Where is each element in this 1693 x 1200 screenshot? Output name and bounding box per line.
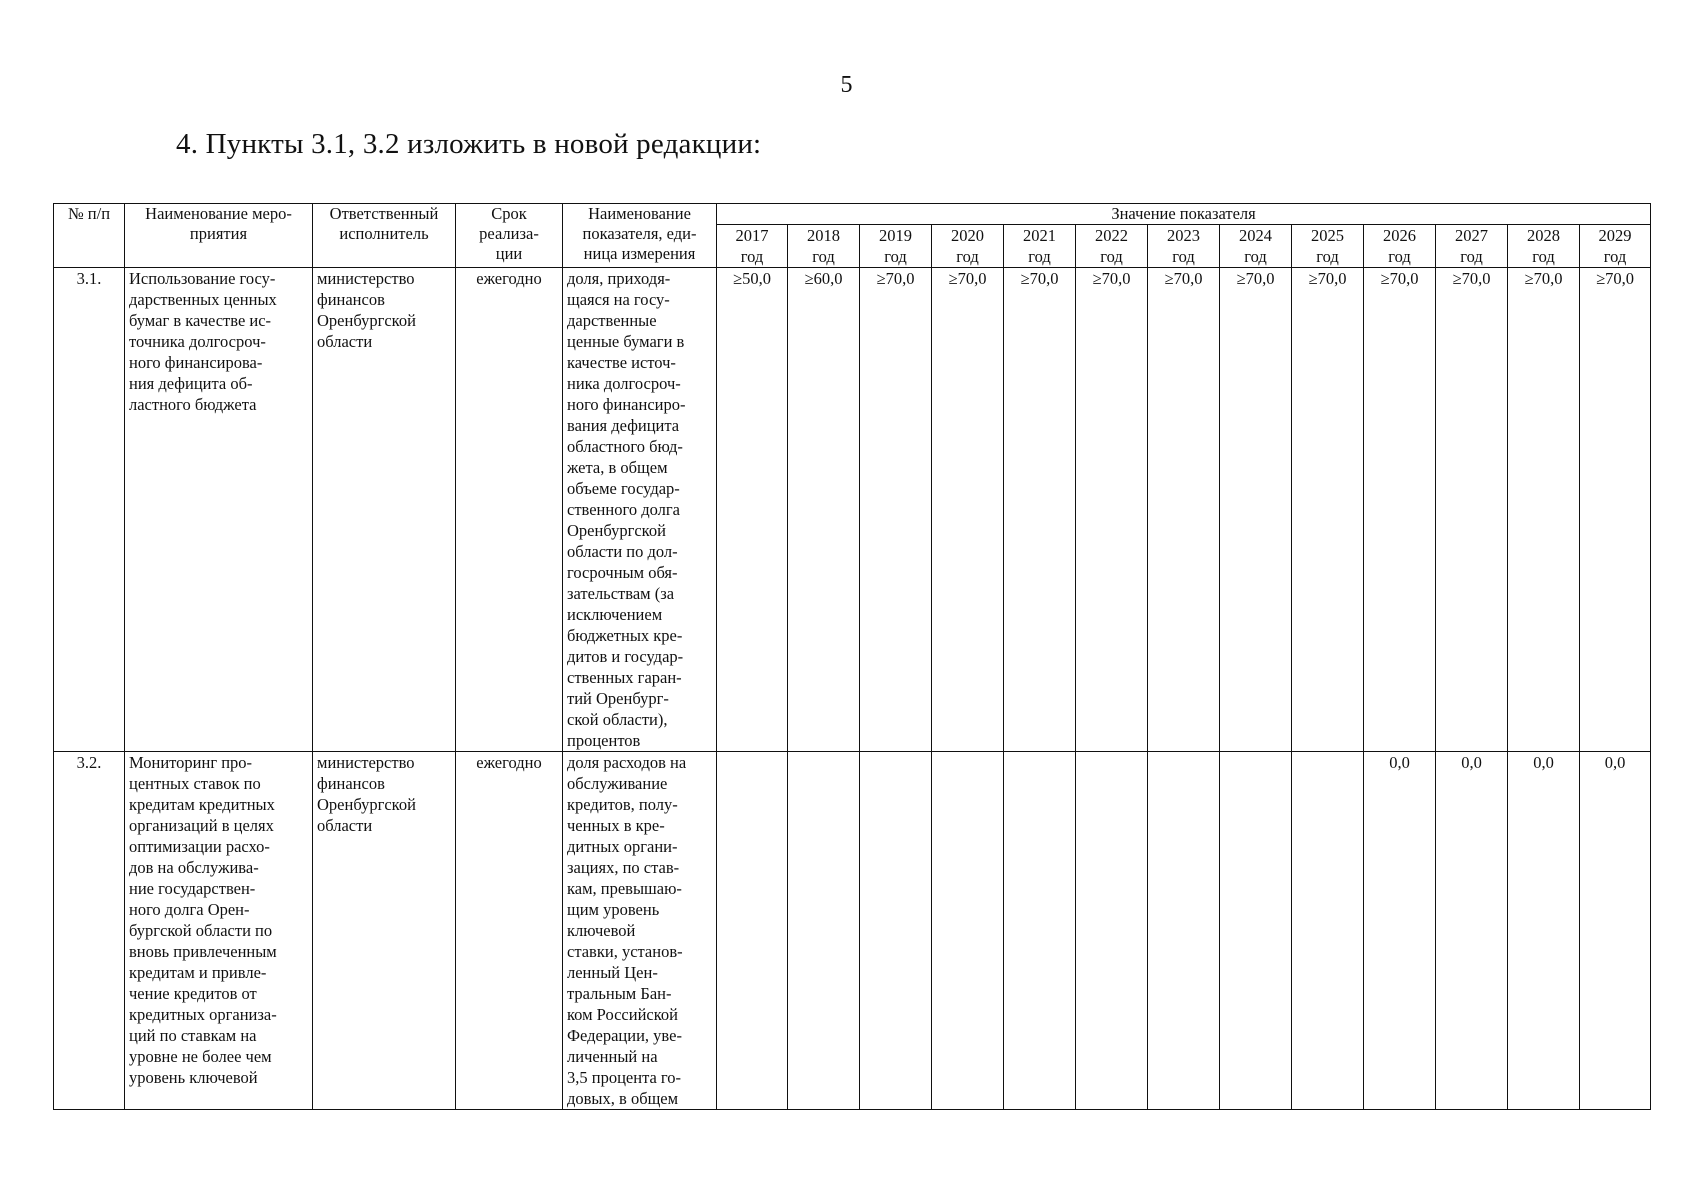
text-line: жета, в общем	[567, 458, 668, 477]
text-line: ставки, установ-	[567, 942, 683, 961]
header-name	[125, 204, 313, 268]
text-line: 2029	[1598, 226, 1632, 245]
text-line: кредитам и привле-	[129, 963, 267, 982]
text-line: Оренбургской	[317, 795, 416, 814]
text-line: 2019	[879, 226, 912, 245]
text-line: чение кредитов от	[129, 984, 257, 1003]
text-line: вновь привлеченным	[129, 942, 277, 961]
text-line: Оренбургской	[317, 311, 416, 330]
text-line: ций по ставкам на	[129, 1026, 257, 1045]
header-year-2020	[932, 225, 1004, 268]
value-cell-2029: ≥70,0	[1580, 268, 1651, 752]
text-line: тий Оренбург-	[567, 689, 669, 708]
text-line: год	[1244, 247, 1267, 266]
text-line: процентов	[567, 731, 641, 750]
measure-name-cell	[125, 752, 313, 1110]
text-line: кам, превышаю-	[567, 879, 682, 898]
text-line: ного финансирова-	[129, 353, 263, 372]
header-year-2026	[1364, 225, 1436, 268]
text-line: дитных органи-	[567, 837, 678, 856]
value-cell-2027: 0,0	[1436, 752, 1508, 1110]
text-line: год	[1603, 247, 1627, 266]
value-cell-2028: ≥70,0	[1508, 268, 1580, 752]
text-line: показателя, еди-	[582, 224, 697, 243]
text-line: качестве источ-	[567, 353, 676, 372]
value-cell-2024	[1220, 752, 1292, 1110]
text-line: оптимизации расхо-	[129, 837, 270, 856]
text-line: исключением	[567, 605, 663, 624]
text-line: год	[1172, 247, 1195, 266]
text-line: щим уровень	[567, 900, 660, 919]
text-line: год	[740, 247, 764, 266]
value-cell-2021: ≥70,0	[1004, 268, 1076, 752]
text-line: ластного бюджета	[129, 395, 257, 414]
text-line: Срок	[491, 204, 527, 223]
text-line: 2024	[1239, 226, 1272, 245]
text-line: 3,5 процента го-	[567, 1068, 682, 1087]
header-year-2021	[1004, 225, 1076, 268]
header-year-2023	[1148, 225, 1220, 268]
text-line: доля, приходя-	[567, 269, 671, 288]
text-line: год	[956, 247, 979, 266]
text-line: ния дефицита об-	[129, 374, 253, 393]
header-year-2028	[1508, 225, 1580, 268]
text-line: ключевой	[567, 921, 636, 940]
table-row	[54, 268, 1651, 752]
text-line: Использование госу-	[129, 269, 276, 288]
header-year-2025	[1292, 225, 1364, 268]
text-line: министерство	[317, 269, 415, 288]
value-cell-2018: ≥60,0	[788, 268, 860, 752]
text-line: финансов	[317, 774, 385, 793]
text-line: исполнитель	[339, 224, 429, 243]
header-num	[54, 204, 125, 268]
indicator-name-cell	[563, 752, 717, 1110]
heading: 4. Пункты 3.1, 3.2 изложить в новой редакции:	[176, 128, 762, 160]
value-cell-2026: ≥70,0	[1364, 268, 1436, 752]
text-line: ком Российской	[567, 1005, 678, 1024]
text-line: год	[1388, 247, 1411, 266]
term-cell: ежегодно	[456, 752, 563, 1110]
text-line: № п/п	[67, 204, 111, 223]
text-line: кредитов, полу-	[567, 795, 678, 814]
value-cell-2026: 0,0	[1364, 752, 1436, 1110]
text-line: ленный Цен-	[567, 963, 658, 982]
table-body	[54, 268, 1651, 1110]
text-line: ние государствен-	[129, 879, 256, 898]
text-line: зательствам (за	[567, 584, 675, 603]
text-line: личенный на	[567, 1047, 658, 1066]
text-line: уровень ключевой	[129, 1068, 258, 1087]
value-cell-2027: ≥70,0	[1436, 268, 1508, 752]
text-line: 2025	[1311, 226, 1344, 245]
text-line: 2027	[1455, 226, 1488, 245]
text-line: дитов и государ-	[567, 647, 684, 666]
header-year-2027	[1436, 225, 1508, 268]
text-line: точника долгосроч-	[129, 332, 266, 351]
executor-cell	[313, 752, 456, 1110]
text-line: год	[1532, 247, 1555, 266]
header-indicator	[563, 204, 717, 268]
value-cell-2023	[1148, 752, 1220, 1110]
text-line: дарственных ценных	[129, 290, 277, 309]
text-line: области	[317, 816, 373, 835]
value-cell-2018	[788, 752, 860, 1110]
text-line: ница измерения	[583, 244, 696, 263]
text-line: год	[812, 247, 835, 266]
text-line: кредитам кредитных	[129, 795, 275, 814]
header-year-2022	[1076, 225, 1148, 268]
text-line: приятия	[189, 224, 248, 243]
value-cell-2022: ≥70,0	[1076, 268, 1148, 752]
value-cell-2020: ≥70,0	[932, 268, 1004, 752]
text-line: Наименование меро-	[145, 204, 292, 223]
text-line: ного долга Орен-	[129, 900, 250, 919]
text-line: финансов	[317, 290, 385, 309]
text-line: год	[1460, 247, 1483, 266]
text-line: 2021	[1023, 226, 1056, 245]
text-line: министерство	[317, 753, 415, 772]
value-cell-2017: ≥50,0	[717, 268, 788, 752]
text-line: областного бюд-	[567, 437, 683, 456]
text-line: области по дол-	[567, 542, 678, 561]
text-line: ценные бумаги в	[567, 332, 685, 351]
text-line: области	[317, 332, 373, 351]
header-year-2029	[1580, 225, 1651, 268]
row-number-cell: 3.2.	[54, 752, 125, 1110]
term-cell: ежегодно	[456, 268, 563, 752]
text-line: тральным Бан-	[567, 984, 672, 1003]
text-line: обслуживание	[567, 774, 668, 793]
header-year-2019	[860, 225, 932, 268]
text-line: доля расходов на	[567, 753, 687, 772]
text-line: Наименование	[588, 204, 691, 223]
text-line: 2018	[807, 226, 840, 245]
text-line: довых, в общем	[567, 1089, 679, 1108]
text-line: бургской области по	[129, 921, 273, 940]
header-executor	[313, 204, 456, 268]
header-values-group: Значение показателя	[717, 204, 1651, 225]
value-cell-2029: 0,0	[1580, 752, 1651, 1110]
table-row	[54, 752, 1651, 1110]
text-line: ченных в кре-	[567, 816, 665, 835]
text-line: ного финансиро-	[567, 395, 686, 414]
text-line: дов на обслужива-	[129, 858, 259, 877]
text-line: ственного долга	[567, 500, 680, 519]
indicator-name-cell	[563, 268, 717, 752]
text-line: кредитных организа-	[129, 1005, 277, 1024]
text-line: год	[1100, 247, 1123, 266]
text-line: дарственные	[567, 311, 657, 330]
text-line: 2020	[951, 226, 984, 245]
text-line: зациях, по став-	[567, 858, 680, 877]
value-cell-2025: ≥70,0	[1292, 268, 1364, 752]
value-cell-2020	[932, 752, 1004, 1110]
value-cell-2021	[1004, 752, 1076, 1110]
header-term	[456, 204, 563, 268]
header-row-1	[54, 204, 1651, 225]
text-line: Оренбургской	[567, 521, 666, 540]
page-number: 5	[840, 72, 853, 98]
text-line: ции	[495, 244, 523, 263]
text-line: ской области),	[567, 710, 668, 729]
text-line: госрочным обя-	[567, 563, 678, 582]
text-line: Федерации, уве-	[567, 1026, 682, 1045]
text-line: Ответственный	[329, 204, 439, 223]
header-year-2018	[788, 225, 860, 268]
indicator-table	[53, 203, 1651, 1110]
text-line: 2026	[1383, 226, 1416, 245]
text-line: год	[884, 247, 907, 266]
text-line: 2022	[1095, 226, 1128, 245]
header-year-2017	[717, 225, 788, 268]
text-line: Мониторинг про-	[129, 753, 253, 772]
value-cell-2025	[1292, 752, 1364, 1110]
value-cell-2028: 0,0	[1508, 752, 1580, 1110]
text-line: щаяся на госу-	[567, 290, 670, 309]
text-line: 2017	[735, 226, 769, 245]
text-line: центных ставок по	[129, 774, 261, 793]
text-line: ственных гаран-	[567, 668, 682, 687]
text-line: реализа-	[479, 224, 539, 243]
row-number-cell: 3.1.	[54, 268, 125, 752]
text-line: год	[1028, 247, 1051, 266]
header-year-2024	[1220, 225, 1292, 268]
value-cell-2023: ≥70,0	[1148, 268, 1220, 752]
measure-name-cell	[125, 268, 313, 752]
value-cell-2024: ≥70,0	[1220, 268, 1292, 752]
text-line: уровне не более чем	[129, 1047, 272, 1066]
text-line: ника долгосроч-	[567, 374, 681, 393]
text-line: 2028	[1527, 226, 1560, 245]
executor-cell	[313, 268, 456, 752]
text-line: 2023	[1167, 226, 1200, 245]
value-cell-2017	[717, 752, 788, 1110]
text-line: организаций в целях	[129, 816, 274, 835]
text-line: бумаг в качестве ис-	[129, 311, 272, 330]
value-cell-2019	[860, 752, 932, 1110]
text-line: год	[1316, 247, 1339, 266]
text-line: бюджетных кре-	[567, 626, 683, 645]
value-cell-2019: ≥70,0	[860, 268, 932, 752]
text-line: вания дефицита	[567, 416, 680, 435]
value-cell-2022	[1076, 752, 1148, 1110]
text-line: объеме государ-	[567, 479, 680, 498]
